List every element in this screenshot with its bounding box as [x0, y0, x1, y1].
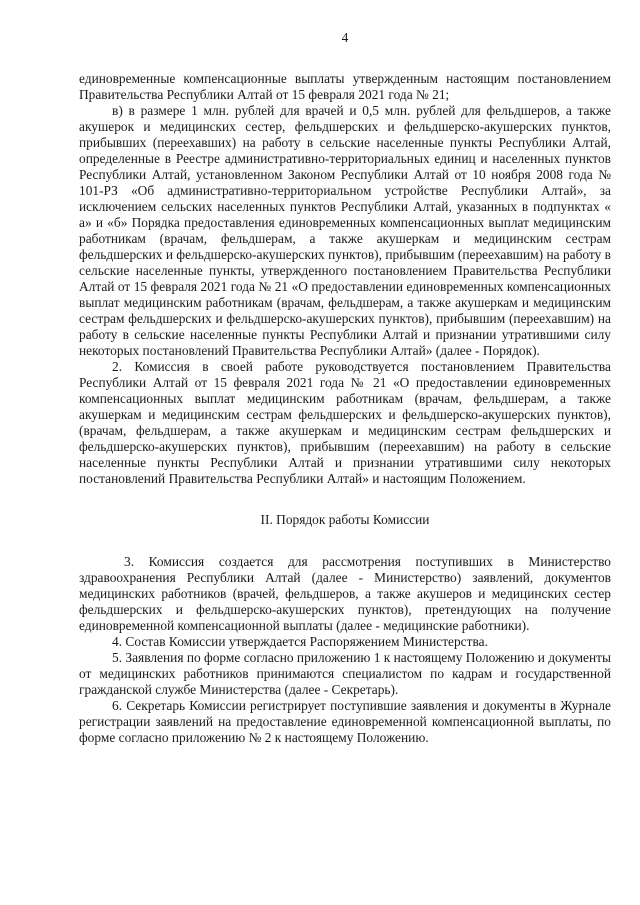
- paragraph-item-3: 3. Комиссия создается для рассмотрения поступивших в Министерство здравоохранения Республики Алтай (далее - Министерство) заявлений, документов медицинских работников (врачей, фельдшеров, а также акушеров и медицинских сестер фельдшерских и фельдшерско-акушерских пунктов), претендующих на получение единовременной компенсационной выплаты (далее - медицинские работники).: [79, 554, 611, 633]
- paragraph-item-2: 2. Комиссия в своей работе руководствуется постановлением Правительства Республики Алтай от 15 февраля 2021 года № 21 «О предоставлении единовременных компенсационных выплат медицинским работникам (врачам, фельдшерам, а также акушеркам и медицинским сестрам фельдшерских и фельдшерско-акушерских пунктов), (врачам, фельдшерам, а также акушеркам и медицинским сестрам фельдшерских и фельдшерско-акушерских пунктов), прибывшим (переехавшим) на работу в сельские населенные пункты Республики Алтай и признании утратившими силу некоторых постановлений Правительства Республики Алтай» и настоящим Положением.: [79, 359, 611, 486]
- paragraph-continuation: единовременные компенсационные выплаты утвержденным настоящим постановлением Правительства Республики Алтай от 15 февраля 2021 года № 21;: [79, 71, 611, 102]
- paragraph-subitem-v: в) в размере 1 млн. рублей для врачей и 0,5 млн. рублей для фельдшеров, а также акушерок и медицинских сестер, фельдшерских и фельдшерско-акушерских пунктов, прибывших (переехавших) на работу в сельские населенные пункты Республики Алтай, определенные в Реестре административно-территориальных единиц и населенных пунктов Республики Алтай, установленном Законом Республики Алтай от 10 ноября 2008 года № 101-РЗ «Об административно-территориальном устройстве Республики Алтай», за исключением сельских населенных пунктов Республики Алтай, указанных в подпунктах « а» и «б» Порядка предоставления единовременных компенсационных выплат медицинским работникам (врачам, фельдшерам, а также акушеркам и медицинским сестрам фельдшерских и фельдшерско-акушерских пунктов), прибывшим (переехавшим) на работу в сельские населенные пункты, утвержденного постановлением Правительства Республики Алтай от 15 февраля 2021 года № 21 «О предоставлении единовременных компенсационных выплат медицинским работникам (врачам, фельдшерам, а также акушеркам и медицинским сестрам фельдшерских и фельдшерско-акушерских пунктов), прибывшим (переехавшим) на работу в сельские населенные пункты Республики Алтай и признании утратившими силу некоторых постановлений Правительства Республики Алтай» (далее - Порядок).: [79, 103, 611, 358]
- paragraph-item-4: 4. Состав Комиссии утверждается Распоряжением Министерства.: [112, 634, 488, 649]
- section-heading: II. Порядок работы Комиссии: [260, 512, 430, 527]
- paragraph-item-6: 6. Секретарь Комиссии регистрирует поступившие заявления и документы в Журнале регистрации заявлений на предоставление единовременной компенсационной выплаты, по форме согласно приложению № 2 к настоящему Положению.: [79, 698, 611, 745]
- page-number: 4: [341, 30, 349, 45]
- paragraph-item-5: 5. Заявления по форме согласно приложению 1 к настоящему Положению и документы от медицинских работников принимаются специалистом по кадрам и государственной гражданской службе Министерства (далее - Секретарь).: [79, 650, 611, 697]
- document-page: [79, 30, 611, 746]
